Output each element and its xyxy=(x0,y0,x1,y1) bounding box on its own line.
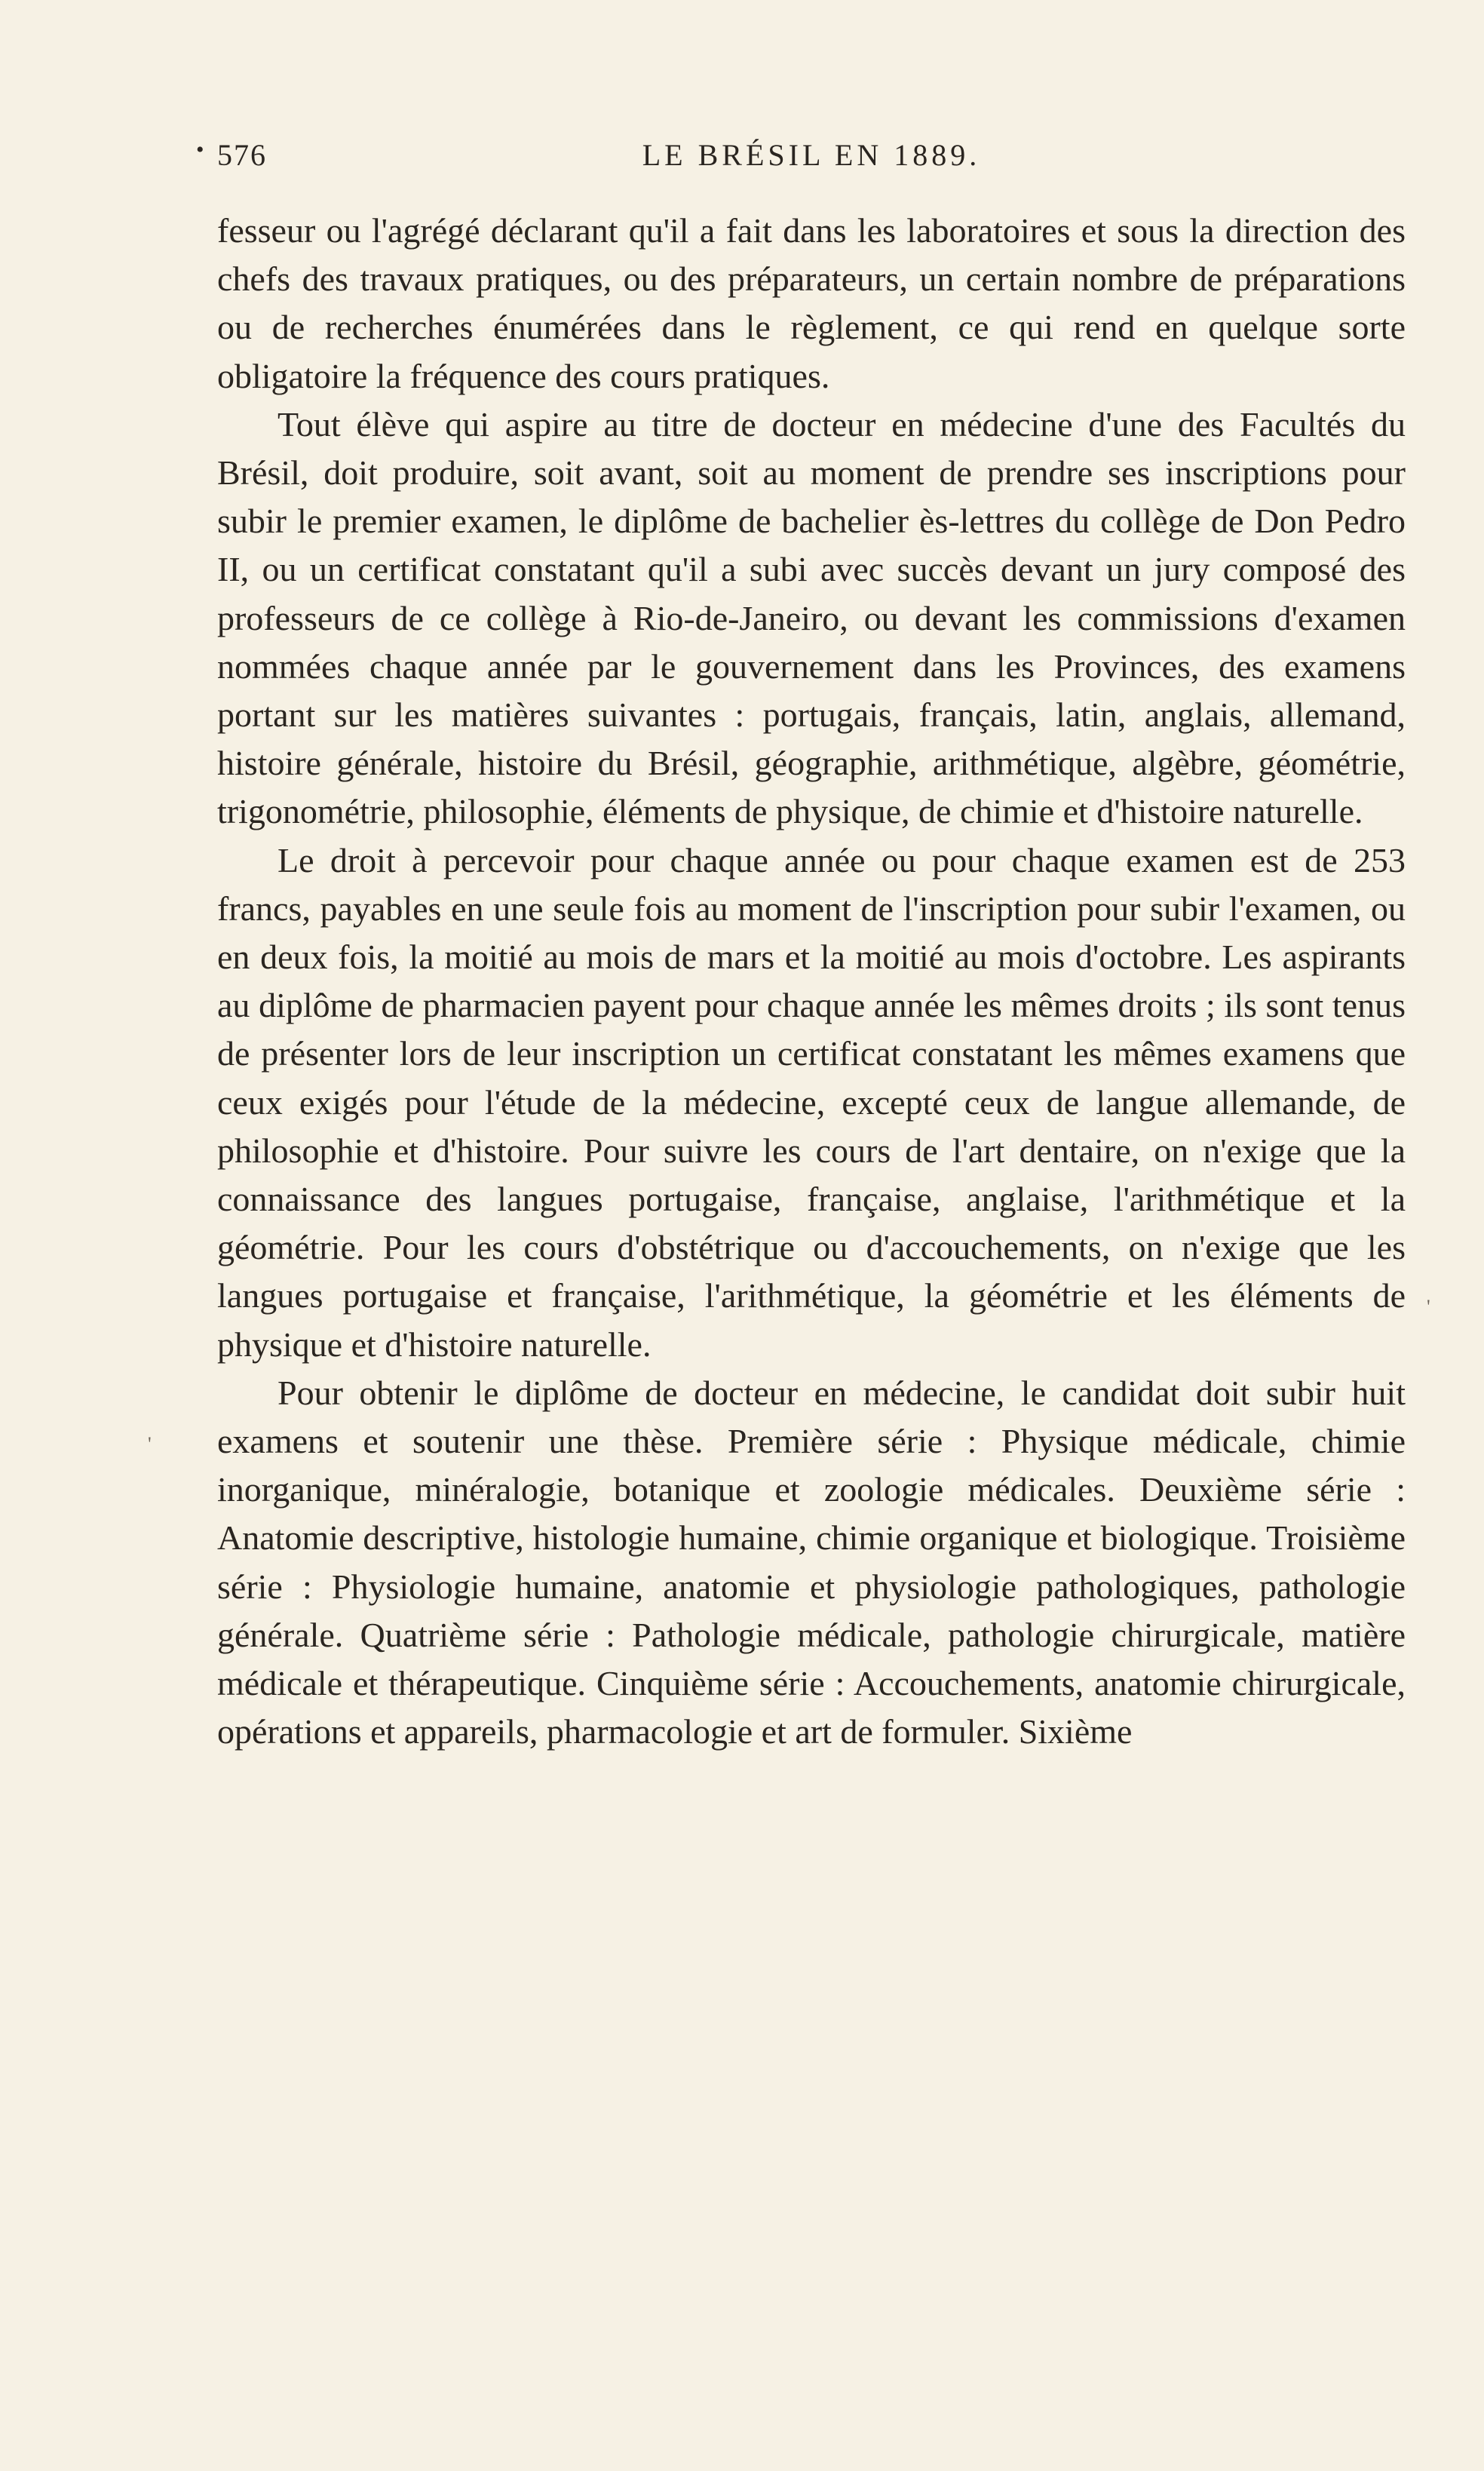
margin-bullet: • xyxy=(196,137,206,162)
body-text xyxy=(217,207,1406,1757)
margin-speck: ' xyxy=(148,1433,152,1455)
paragraph-admission-requirements: Tout élève qui aspire au titre de docteur en médecine d'une des Facultés du Brésil, doit produire, soit avant, soit au moment de prendre ses inscriptions pour subir le premier examen, le diplôme de bachelier ès-lettres du collège de Don Pedro II, ou un certificat constatant qu'il a subi avec succès devant un jury composé des professeurs de ce collège à Rio-de-Janeiro, ou devant les commissions d'examen nommées chaque année par le gouvernement dans les Provinces, des examens portant sur les matières suivantes : portugais, français, latin, anglais, allemand, histoire générale, histoire du Brésil, géographie, arithmétique, algèbre, géométrie, trigonométrie, philosophie, éléments de physique, de chimie et d'histoire naturelle. xyxy=(217,404,1406,831)
running-head xyxy=(196,137,1406,183)
margin-speck: ' xyxy=(1427,1296,1430,1318)
paragraph-exam-series: Pour obtenir le diplôme de docteur en médecine, le candidat doit subir huit examens et soutenir une thèse. Première série : Physique médicale, chimie inorganique, minéralogie, botanique et zoologie médicales. Deuxième série : Anatomie descriptive, histologie humaine, chimie organique et biologique. Troisième série : Physiologie humaine, anatomie et physiologie pathologiques, pathologie générale. Quatrième série : Pathologie médicale, pathologie chirurgicale, matière médicale et thérapeutique. Cinquième série : Accouchements, anatomie chirurgicale, opérations et appareils, pharmacologie et art de formuler. Sixième xyxy=(217,1373,1406,1751)
page-number: 576 xyxy=(217,138,267,172)
paragraph-continued: fesseur ou l'agrégé déclarant qu'il a fait dans les laboratoires et sous la direction des chefs des travaux pratiques, ou des préparateurs, un certain nombre de préparations ou de recherches énumérées dans le règlement, ce qui rend en quelque sorte obligatoire la fréquence des cours pratiques. xyxy=(217,211,1406,395)
running-title: LE BRÉSIL EN 1889. xyxy=(642,138,981,172)
paragraph-fees: Le droit à percevoir pour chaque année ou pour chaque examen est de 253 francs, payables en une seule fois au moment de l'inscription pour subir l'examen, ou en deux fois, la moitié au mois de mars et la moitié au mois d'octobre. Les aspirants au diplôme de pharmacien payent pour chaque année les mêmes droits ; ils sont tenus de présenter lors de leur inscription un certificat constatant les mêmes examens que ceux exigés pour l'étude de la médecine, excepté ceux de langue allemande, de philosophie et d'histoire. Pour suivre les cours de l'art dentaire, on n'exige que la connaissance des langues portugaise, française, anglaise, l'arithmétique et la géométrie. Pour les cours d'obstétrique ou d'accouchements, on n'exige que les langues portugaise et française, l'arithmétique, la géométrie et les éléments de physique et d'histoire naturelle. xyxy=(217,840,1406,1364)
